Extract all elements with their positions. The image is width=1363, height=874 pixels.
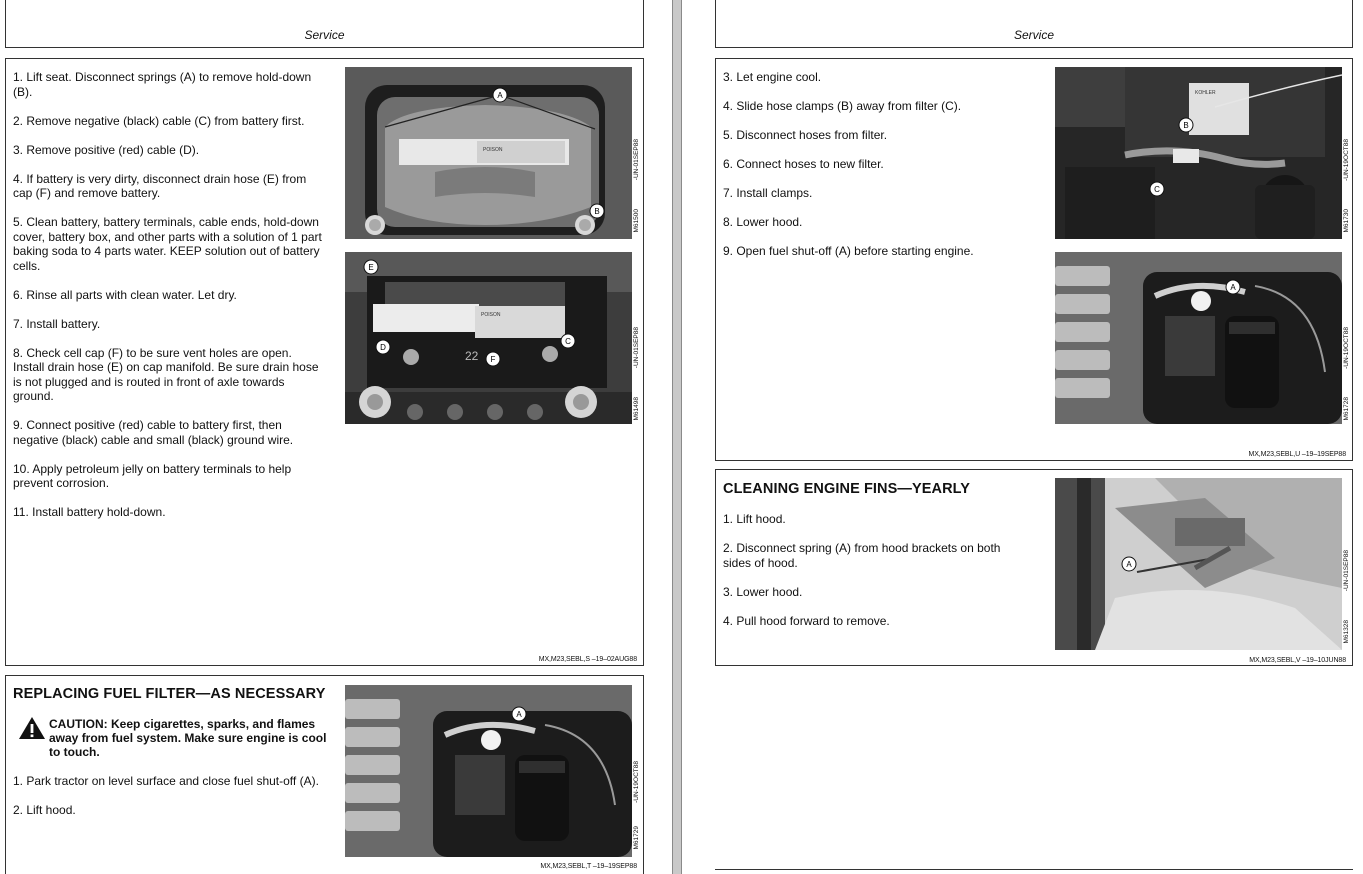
callout-label: A <box>497 91 503 100</box>
list-item: 6. Connect hoses to new filter. <box>723 157 884 171</box>
section-title: REPLACING FUEL FILTER—AS NECESSARY <box>13 686 326 702</box>
warning-triangle-icon <box>18 716 46 740</box>
figure-number: M61498 <box>633 397 640 421</box>
list-item: 7. Install clamps. <box>723 186 813 200</box>
fuel-hose-clamps-photo <box>1055 67 1342 239</box>
cleaning-engine-fins-section <box>715 469 1353 666</box>
list-item: 5. Clean battery, battery terminals, cable ends, hold-down cover, battery box, and other parts with a solution of 1 part baking soda to 4 parts water. KEEP solution out of battery cells. <box>13 215 322 273</box>
figure-code: -UN-01SEP88 <box>1343 550 1350 592</box>
list-item: 1. Lift hood. <box>723 512 786 526</box>
fuel-filter-section <box>5 675 644 874</box>
figure-code: -UN-19OCT88 <box>1343 327 1350 369</box>
battery-service-section <box>5 58 644 666</box>
right-page <box>682 0 1363 874</box>
callout-label: A <box>1126 560 1132 569</box>
fuel-shutoff-photo <box>345 685 632 857</box>
section-footer-code: MX,M23,SEBL,U –19–19SEP88 <box>1248 451 1346 458</box>
page-header <box>5 0 644 48</box>
figure-number: M61730 <box>1343 209 1350 233</box>
left-page <box>0 0 672 874</box>
figure-number: M61500 <box>633 209 640 233</box>
fuel-filter-steps-list <box>13 774 326 832</box>
callout-label: C <box>565 337 571 346</box>
figure-code: -UN-19OCT88 <box>633 761 640 803</box>
callout-label: D <box>380 343 386 352</box>
list-item: 1. Park tractor on level surface and close fuel shut-off (A). <box>13 774 319 788</box>
list-item: 4. Pull hood forward to remove. <box>723 613 890 628</box>
callout-label: B <box>594 207 600 216</box>
page-divider <box>672 0 682 874</box>
list-item: 3. Remove positive (red) cable (D). <box>13 142 200 157</box>
figure-code: -UN-19OCT88 <box>1343 139 1350 181</box>
callout-label: C <box>1154 185 1160 194</box>
battery-holddown-photo <box>345 67 632 239</box>
engine-label-text: KOHLER <box>1195 90 1216 96</box>
callout-label: F <box>490 355 496 364</box>
figure-code: -UN-01SEP88 <box>633 139 640 181</box>
list-item: 8. Check cell cap (F) to be sure vent holes are open. Install drain hose (E) on cap manifold. Be sure drain hose is not plugged and is routed in front of axle towards ground. <box>13 345 319 403</box>
list-item: 5. Disconnect hoses from filter. <box>723 128 888 142</box>
battery-marking: 22 <box>465 349 479 363</box>
list-item: 9. Connect positive (red) cable to battery first, then negative (black) cable and small (black) ground wire. <box>13 418 294 447</box>
engine-fins-steps-list <box>723 512 1018 643</box>
list-item: 3. Let engine cool. <box>723 70 822 84</box>
page-header-label: Service <box>304 28 345 42</box>
page-bottom-rule <box>715 869 1353 870</box>
caution-text: CAUTION: Keep cigarettes, sparks, and flames away from fuel system. Make sure engine is cool to touch. <box>49 717 327 759</box>
battery-label-text: POISON <box>483 147 503 153</box>
list-item: 4. If battery is very dirty, disconnect drain hose (E) from cap (F) and remove battery. <box>13 171 307 200</box>
callout-label: B <box>1183 121 1189 130</box>
fuel-filter-steps-list <box>723 70 1013 273</box>
list-item: 6. Rinse all parts with clean water. Let dry. <box>13 287 237 302</box>
figure-number: M61328 <box>1343 620 1350 644</box>
list-item: 9. Open fuel shut-off (A) before starting engine. <box>723 244 974 258</box>
section-footer-code: MX,M23,SEBL,S –19–02AUG88 <box>538 656 637 663</box>
fuel-shutoff-open-photo <box>1055 252 1342 424</box>
figure-code: -UN-01SEP88 <box>633 327 640 369</box>
list-item: 1. Lift seat. Disconnect springs (A) to remove hold-down (B). <box>13 70 312 99</box>
list-item: 4. Slide hose clamps (B) away from filter (C). <box>723 99 962 113</box>
list-item: 11. Install battery hold-down. <box>13 505 166 519</box>
callout-label: A <box>516 710 522 719</box>
section-footer-code: MX,M23,SEBL,T –19–19SEP88 <box>540 863 637 870</box>
page-header <box>715 0 1353 48</box>
battery-steps-list <box>13 70 326 534</box>
page-header-label: Service <box>1013 28 1054 42</box>
battery-label-text: POISON <box>481 312 501 318</box>
section-footer-code: MX,M23,SEBL,V –19–10JUN88 <box>1249 657 1346 664</box>
battery-terminals-photo <box>345 252 632 424</box>
list-item: 3. Lower hood. <box>723 584 803 599</box>
hood-spring-photo <box>1055 478 1342 650</box>
figure-number: M61728 <box>1343 397 1350 421</box>
callout-label: E <box>368 263 374 272</box>
list-item: 8. Lower hood. <box>723 215 803 229</box>
figure-number: M61729 <box>633 826 640 850</box>
list-item: 2. Lift hood. <box>13 803 76 817</box>
callout-label: A <box>1230 283 1236 292</box>
fuel-filter-continued-section <box>715 58 1353 461</box>
section-title: CLEANING ENGINE FINS—YEARLY <box>723 481 971 497</box>
list-item: 2. Disconnect spring (A) from hood brackets on both sides of hood. <box>723 541 1001 570</box>
list-item: 2. Remove negative (black) cable (C) from battery first. <box>13 113 305 128</box>
list-item: 10. Apply petroleum jelly on battery terminals to help prevent corrosion. <box>13 461 292 490</box>
list-item: 7. Install battery. <box>13 316 101 331</box>
